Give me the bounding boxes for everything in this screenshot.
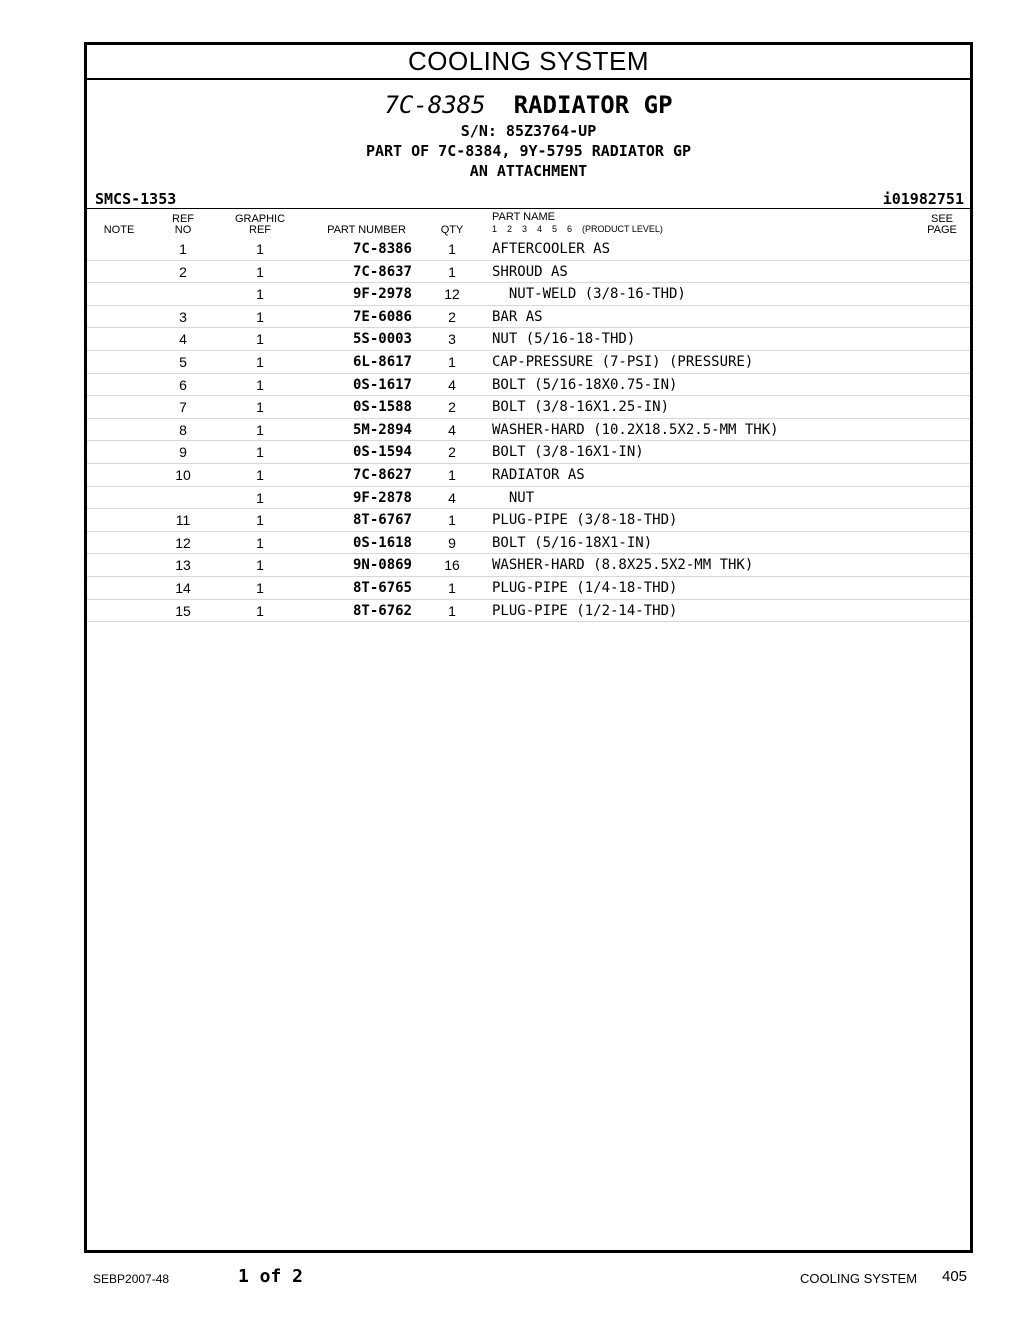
col-qty: QTY (440, 224, 464, 236)
graphic-ref: 1 (256, 353, 264, 370)
table-row (87, 351, 970, 374)
table-row (87, 419, 970, 442)
part-number: 5M-2894 (352, 421, 412, 438)
table-row (87, 328, 970, 351)
col-part-number: PART NUMBER (327, 224, 406, 236)
smcs-code: SMCS-1353 (95, 190, 177, 208)
serial-number: S/N: 85Z3764-UP (460, 122, 597, 140)
part-name: PLUG-PIPE (3/8-18-THD) (492, 512, 678, 529)
part-name: AFTERCOOLER AS (492, 241, 611, 257)
col-product-levels: 1 2 3 4 5 6 (PRODUCT LEVEL) (492, 224, 663, 234)
quantity: 1 (448, 241, 456, 257)
parts-page-frame (84, 42, 973, 1253)
graphic-ref: 1 (256, 534, 264, 551)
page-number: 405 (942, 1268, 968, 1285)
quantity: 4 (448, 376, 456, 393)
graphic-ref: 1 (256, 286, 264, 303)
group-part-number: 7C-8385 (384, 91, 486, 119)
graphic-ref: 1 (256, 421, 264, 438)
ref-no: 2 (179, 263, 187, 280)
quantity: 2 (448, 399, 456, 416)
quantity: 1 (448, 579, 456, 596)
ref-no: 7 (179, 399, 187, 416)
part-number: 8T-6762 (352, 602, 412, 619)
table-row (87, 600, 970, 623)
col-ref-top: REF (172, 213, 194, 225)
table-row (87, 509, 970, 532)
part-name: SHROUD AS (492, 263, 568, 280)
group-title (87, 90, 970, 120)
part-number: 7E-6086 (352, 308, 412, 325)
col-graphic-bottom: REF (249, 224, 271, 236)
col-note: NOTE (103, 224, 135, 236)
part-number: 0S-1617 (352, 376, 412, 393)
table-row (87, 238, 970, 261)
ref-no: 8 (179, 421, 187, 438)
parts-table (87, 238, 970, 622)
ref-no: 15 (175, 602, 191, 619)
graphic-ref: 1 (256, 512, 264, 529)
quantity: 1 (448, 353, 456, 370)
part-number: 9N-0869 (352, 557, 412, 574)
part-name: BOLT (5/16-18X1-IN) (492, 534, 653, 551)
col-ref-bottom: NO (174, 224, 192, 236)
part-number: 7C-8386 (352, 241, 412, 257)
col-see-top: SEE (930, 213, 953, 225)
document-id: SEBP2007-48 (93, 1272, 170, 1286)
ref-no: 11 (175, 512, 191, 529)
ref-no: 12 (175, 534, 191, 551)
table-row (87, 396, 970, 419)
ref-no: 1 (179, 241, 187, 257)
page-of: 1 of 2 (238, 1266, 304, 1287)
quantity: 12 (444, 286, 460, 303)
graphic-ref: 1 (256, 308, 264, 325)
part-name: RADIATOR AS (492, 466, 585, 483)
part-number: 5S-0003 (352, 331, 412, 348)
col-see-bottom: PAGE (927, 224, 957, 236)
ref-no: 10 (175, 466, 191, 483)
part-number: 9F-2978 (352, 286, 412, 303)
part-name: NUT-WELD (3/8-16-THD) (492, 286, 686, 303)
quantity: 4 (448, 421, 456, 438)
part-number: 8T-6765 (352, 579, 412, 596)
part-name: BAR AS (492, 308, 543, 325)
quantity: 1 (448, 512, 456, 529)
table-row (87, 554, 970, 577)
ref-no: 5 (179, 353, 187, 370)
part-name: BOLT (5/16-18X0.75-IN) (492, 376, 678, 393)
quantity: 1 (448, 466, 456, 483)
col-graphic-top: GRAPHIC (234, 213, 286, 225)
part-name: NUT (5/16-18-THD) (492, 331, 636, 348)
part-number: 0S-1618 (352, 534, 412, 551)
table-row (87, 487, 970, 510)
part-name: CAP-PRESSURE (7-PSI) (PRESSURE) (492, 353, 754, 370)
graphic-ref: 1 (256, 399, 264, 416)
part-number: 0S-1594 (352, 444, 412, 461)
table-row (87, 306, 970, 329)
graphic-ref: 1 (256, 579, 264, 596)
part-name: BOLT (3/8-16X1-IN) (492, 444, 644, 461)
quantity: 2 (448, 308, 456, 325)
part-name: BOLT (3/8-16X1.25-IN) (492, 399, 670, 416)
part-of-line: PART OF 7C-8384, 9Y-5795 RADIATOR GP (365, 142, 692, 160)
table-row (87, 441, 970, 464)
part-name: WASHER-HARD (10.2X18.5X2.5-MM THK) (492, 421, 779, 438)
page-footer (0, 1262, 1020, 1292)
ref-no: 3 (179, 308, 187, 325)
graphic-ref: 1 (256, 602, 264, 619)
quantity: 16 (444, 557, 460, 574)
ref-no: 4 (179, 331, 187, 348)
part-name: WASHER-HARD (8.8X25.5X2-MM THK) (492, 557, 754, 574)
graphic-ref: 1 (256, 263, 264, 280)
part-number: 6L-8617 (352, 353, 412, 370)
table-row (87, 261, 970, 284)
part-number: 8T-6767 (352, 512, 412, 529)
quantity: 3 (448, 331, 456, 348)
quantity: 1 (448, 602, 456, 619)
table-row (87, 374, 970, 397)
group-name: RADIATOR GP (513, 91, 673, 119)
graphic-ref: 1 (256, 557, 264, 574)
part-name: PLUG-PIPE (1/2-14-THD) (492, 602, 678, 619)
table-row (87, 464, 970, 487)
part-number: 7C-8627 (352, 466, 412, 483)
quantity: 2 (448, 444, 456, 461)
column-header (87, 208, 970, 238)
col-part-name: PART NAME (492, 211, 555, 223)
graphic-ref: 1 (256, 489, 264, 506)
table-row (87, 577, 970, 600)
graphic-ref: 1 (256, 376, 264, 393)
graphic-ref: 1 (256, 331, 264, 348)
section-title: COOLING SYSTEM (87, 45, 970, 80)
footer-section: COOLING SYSTEM (800, 1271, 918, 1286)
quantity: 4 (448, 489, 456, 506)
graphic-ref: 1 (256, 466, 264, 483)
part-number: 7C-8637 (352, 263, 412, 280)
table-row (87, 532, 970, 555)
graphic-ref: 1 (256, 444, 264, 461)
part-name: NUT (492, 489, 535, 506)
attachment-line: AN ATTACHMENT (469, 162, 588, 180)
quantity: 1 (448, 263, 456, 280)
ref-no: 9 (179, 444, 187, 461)
ref-no: 13 (175, 557, 191, 574)
group-header (87, 80, 970, 208)
part-number: 9F-2878 (352, 489, 412, 506)
part-name: PLUG-PIPE (1/4-18-THD) (492, 579, 678, 596)
ref-no: 14 (175, 579, 191, 596)
quantity: 9 (448, 534, 456, 551)
graphic-ref: 1 (256, 241, 264, 257)
ref-no: 6 (179, 376, 187, 393)
table-row (87, 283, 970, 306)
part-number: 0S-1588 (352, 399, 412, 416)
illustration-id: i01982751 (882, 190, 964, 208)
